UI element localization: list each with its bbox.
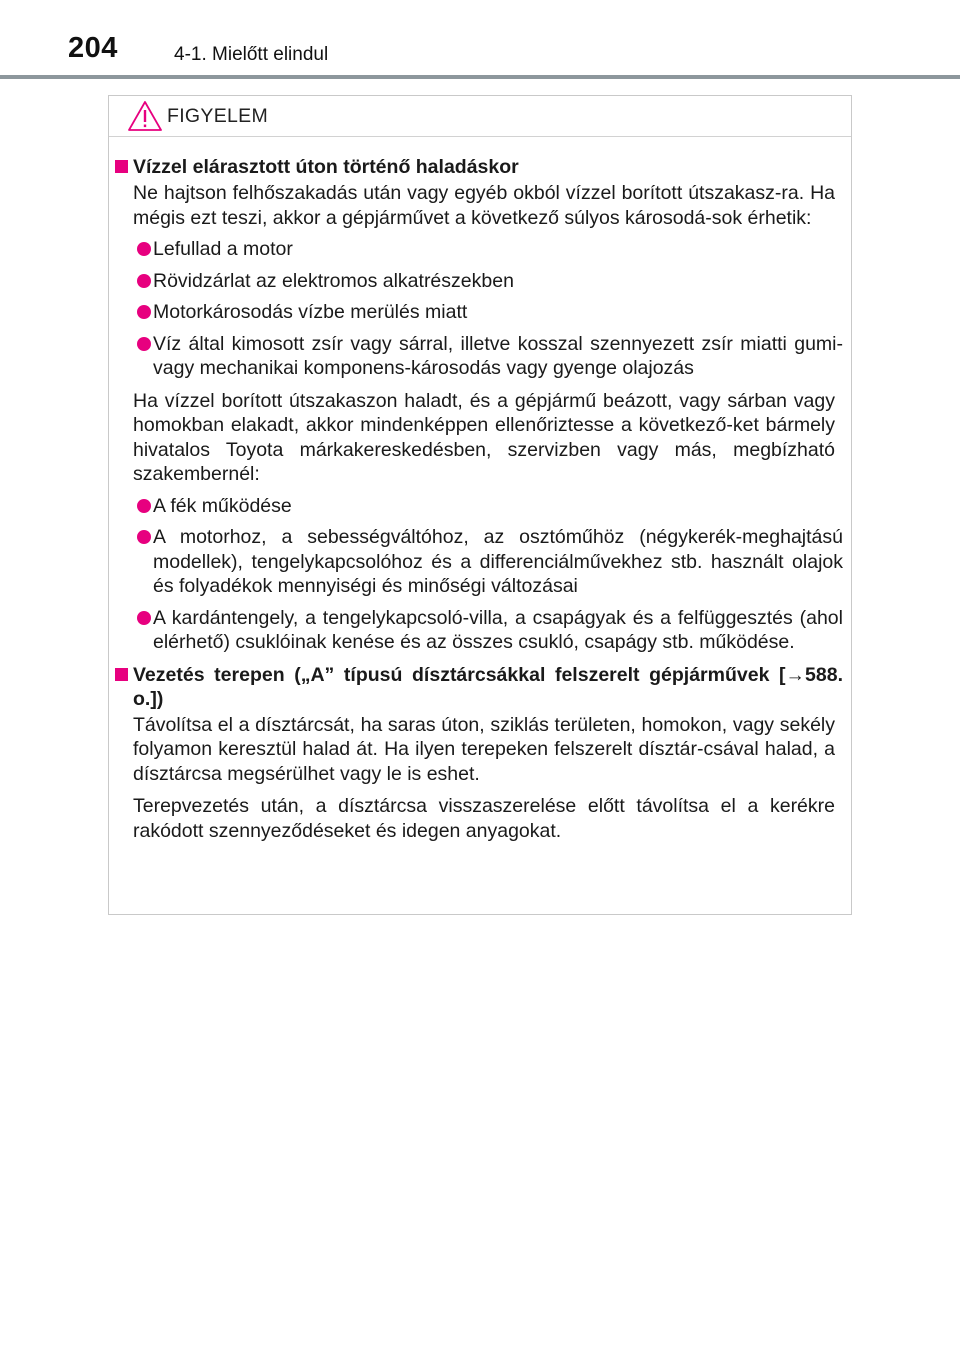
subheading-flooded-road <box>109 155 851 179</box>
paragraph-middle: Ha vízzel borított útszakaszon haladt, és a gépjármű beázott, vagy sárban vagy homokban elakadt, akkor mindenképpen ellenőriztesse a következő-ket bármely hivatalos Toyota márkakereskedésben, szervizben vagy más, megbízható szakembernél: <box>133 389 835 485</box>
list-item-text: A kardántengely, a tengelykapcsoló-villa, a csapágyak és a felfüggesztés (ahol elérhető) csuklóinak kenése és az összes csukló, csapágy stb. működése. <box>153 606 843 653</box>
warning-header <box>109 96 851 137</box>
list-item-text: Motorkárosodás vízbe merülés miatt <box>153 301 468 323</box>
warning-box <box>108 95 852 915</box>
paragraph-intro: Ne hajtson felhőszakadás után vagy egyéb okból vízzel borított útszakasz-ra. Ha mégis ezt teszi, akkor a gépjárművet a következő súlyos károsodá-sok érhetik: <box>133 182 835 229</box>
subheading-text: Vezetés terepen („A” típusú dísztárcsákkal felszerelt gépjárművek [→588. o.]) <box>133 663 843 710</box>
list-item <box>109 332 851 381</box>
round-bullet-icon <box>137 611 151 625</box>
list-item <box>109 494 851 519</box>
list-item <box>109 237 851 262</box>
list-item <box>109 606 851 655</box>
header-divider <box>0 75 960 79</box>
subheading-text: Vízzel elárasztott úton történő haladáskor <box>133 156 519 178</box>
list-item-text: Rövidzárlat az elektromos alkatrészekben <box>153 269 514 292</box>
list-item-text: Lefullad a motor <box>153 238 293 260</box>
list-item <box>109 269 851 294</box>
list-item <box>109 525 851 599</box>
round-bullet-icon <box>137 305 151 319</box>
round-bullet-icon <box>137 274 151 288</box>
paragraph-offroad-2: Terepvezetés után, a dísztárcsa visszaszerelése előtt távolítsa el a kerékre rakódott szennyeződéseket és idegen anyagokat. <box>133 795 835 842</box>
round-bullet-icon <box>137 499 151 513</box>
subheading-offroad <box>109 663 851 711</box>
list-item-text: Víz által kimosott zsír vagy sárral, illetve kosszal szennyezett zsír miatti gumi- vagy mechanikai komponens-károsodás vagy gyenge olajozás <box>153 332 843 379</box>
paragraph-offroad-1: Távolítsa el a dísztárcsát, ha saras úton, sziklás területen, homokon, vagy sekély folyamon keresztül halad át. Ha ilyen terepeken felszerelt dísztár-csával halad, a dísztárcsa megsérülhet vagy le is eshet. <box>133 713 835 785</box>
square-bullet-icon <box>115 160 128 173</box>
page-number: 204 <box>68 32 118 64</box>
list-item-text: A motorhoz, a sebességváltóhoz, az osztóműhöz (négykerék-meghajtású modellek), tengelykapcsolóhoz és a differenciálművekhez stb. használt olajok és folyadékok mennyiségi és minőségi változásai <box>153 526 843 597</box>
page-header <box>0 0 960 80</box>
section-title: 4-1. Mielőtt elindul <box>174 44 329 65</box>
warning-content <box>109 137 851 843</box>
warning-title: FIGYELEM <box>167 105 269 127</box>
square-bullet-icon <box>115 668 128 681</box>
round-bullet-icon <box>137 242 151 256</box>
warning-triangle-icon <box>127 100 163 132</box>
list-item-text: A fék működése <box>153 494 292 517</box>
round-bullet-icon <box>137 337 151 351</box>
round-bullet-icon <box>137 530 151 544</box>
list-item <box>109 300 851 325</box>
